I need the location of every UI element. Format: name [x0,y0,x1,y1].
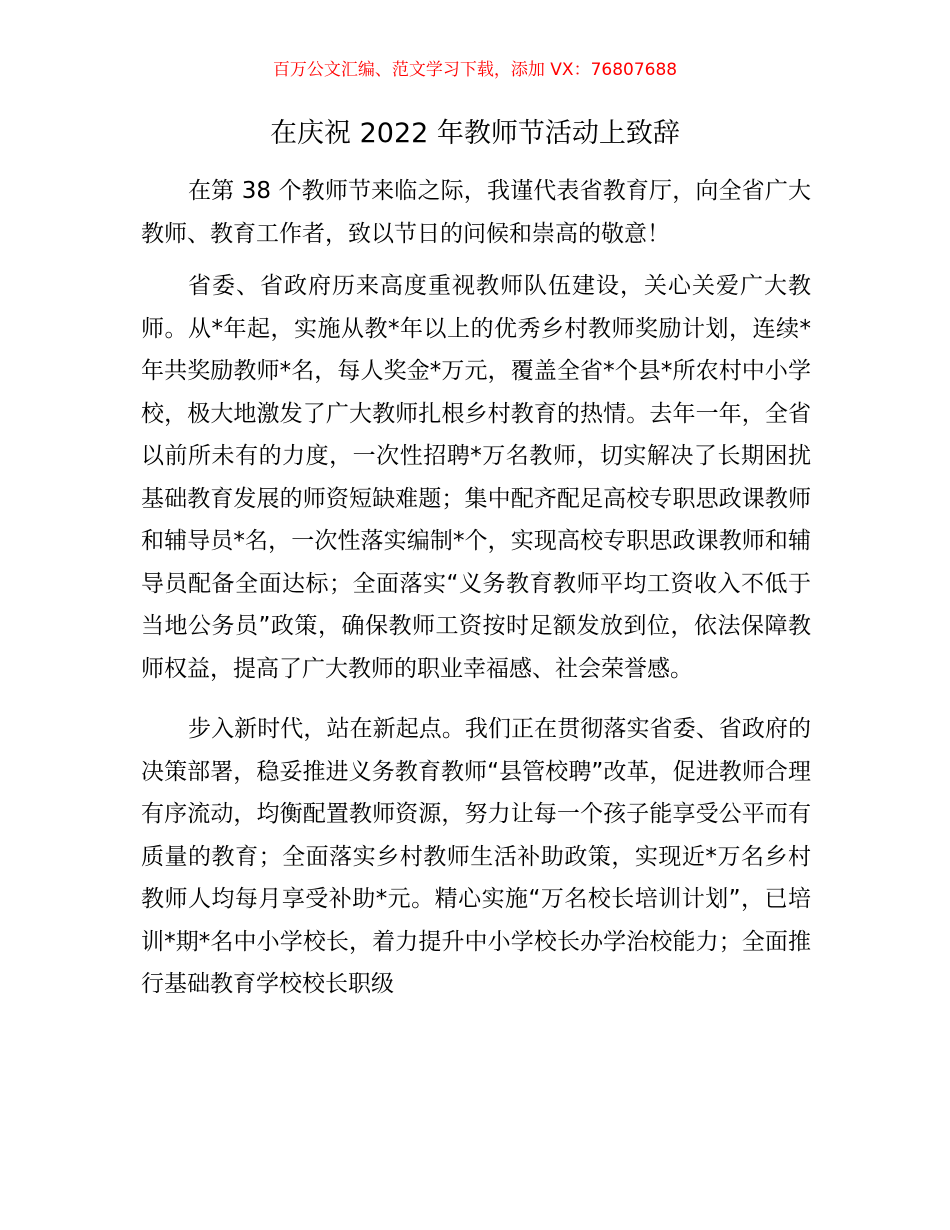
watermark-text: 百万公文汇编、范文学习下载，添加 VX：76807688 [272,60,678,80]
document-body [141,170,811,1006]
paragraph-2: 省委、省政府历来高度重视教师队伍建设，关心关爱广大教师。从*年起，实施从教*年以上的优秀乡村教师奖励计划，连续*年共奖励教师*名，每人奖金*万元，覆盖全省*个县*所农村中小学校，极大地激发了广大教师扎根乡村教育的热情。去年一年，全省以前所未有的力度，一次性招聘*万名教师，切实解决了长期困扰基础教育发展的师资短缺难题；集中配齐配足高校专职思政课教师和辅导员*名，一次性落实编制*个，实现高校专职思政课教师和辅导员配备全面达标；全面落实“义务教育教师平均工资收入不低于当地公务员”政策，确保教师工资按时足额发放到位，依法保障教师权益，提高了广大教师的职业幸福感、社会荣誉感。 [141,273,811,682]
paragraph-3: 步入新时代，站在新起点。我们正在贯彻落实省委、省政府的决策部署，稳妥推进义务教育教师“县管校聘”改革，促进教师合理有序流动，均衡配置教师资源，努力让每一个孩子能享受公平而有质量的教育；全面落实乡村教师生活补助政策，实现近*万名乡村教师人均每月享受补助*元。精心实施“万名校长培训计划”，已培训*期*名中小学校长，着力提升中小学校长办学治校能力；全面推行基础教育学校校长职级 [141,716,811,997]
paragraph-1: 在第 38 个教师节来临之际，我谨代表省教育厅，向全省广大教师、教育工作者，致以节日的问候和崇高的敬意！ [141,178,811,247]
document-title: 在庆祝 2022 年教师节活动上致辞 [270,118,680,149]
